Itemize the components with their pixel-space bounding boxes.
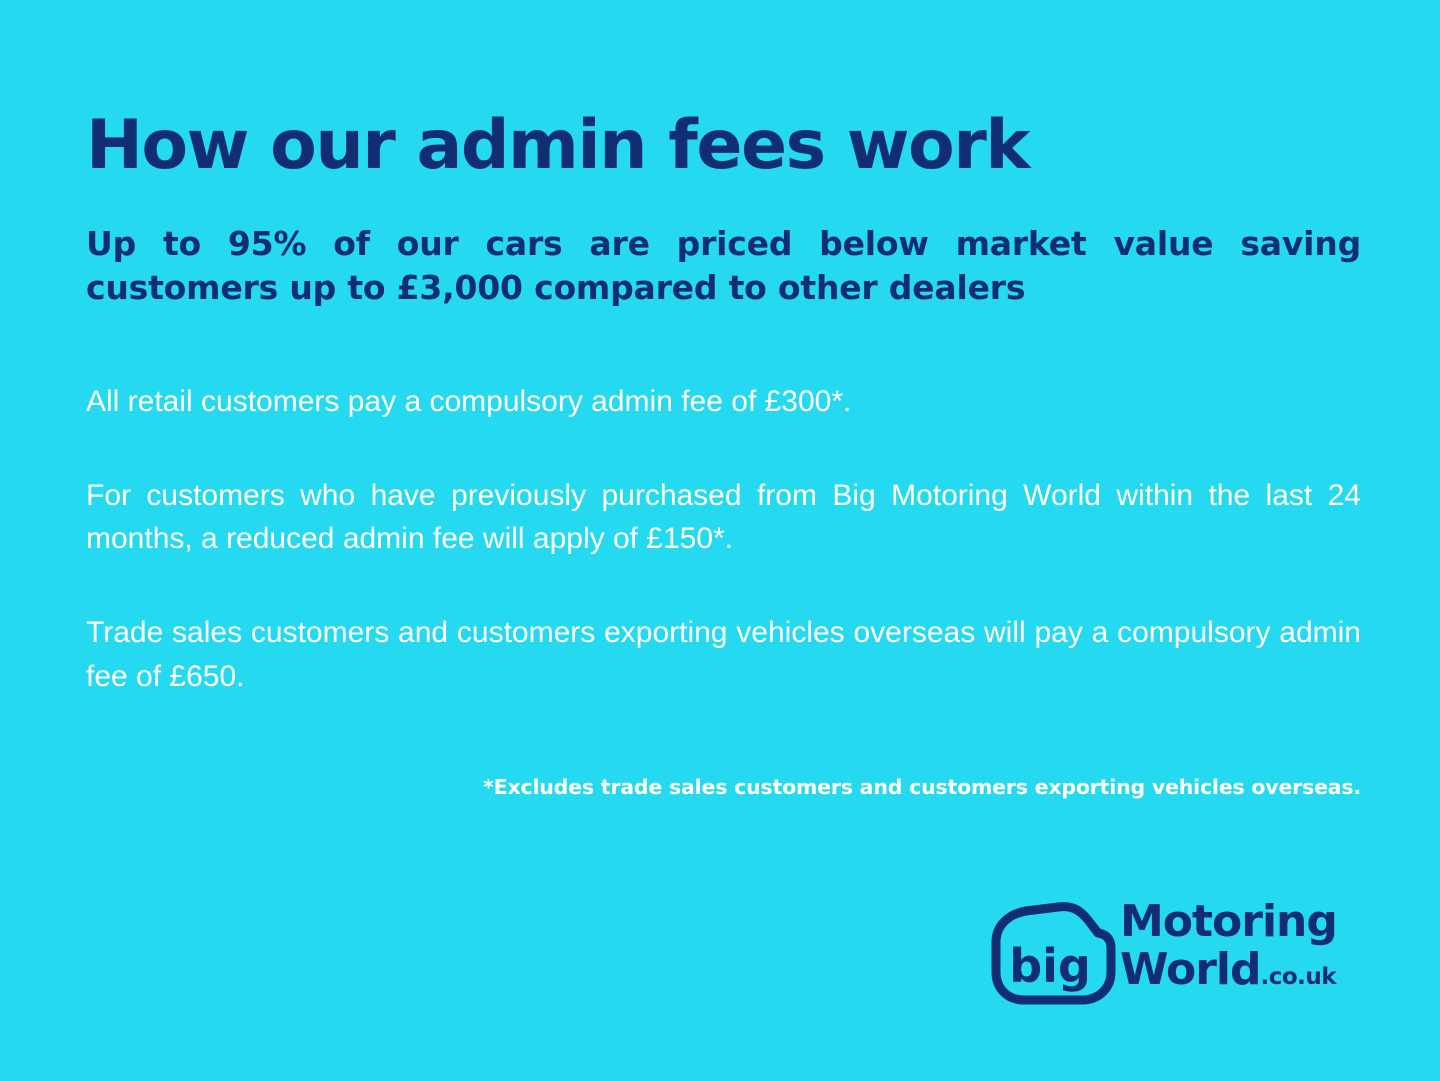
- content-column: [86, 0, 1362, 799]
- subheadline: Up to 95% of our cars are priced below market value saving customers up to £3,000 compared to other dealers: [86, 224, 1361, 307]
- brand-logo: [980, 896, 1370, 1016]
- brand-line-2: World: [1120, 943, 1261, 995]
- paragraph-returning-customer-fee: For customers who have previously purchased from Big Motoring World within the last 24 months, a reduced admin fee will apply of £150*.: [86, 478, 1361, 556]
- brand-line-1: Motoring: [1120, 896, 1337, 947]
- brand-wordmark: [1120, 898, 1337, 993]
- paragraph-trade-export-fee: Trade sales customers and customers exporting vehicles overseas will pay a compulsory admin fee of £650.: [86, 616, 1361, 693]
- paragraph-retail-fee: All retail customers pay a compulsory admin fee of £300*.: [86, 384, 852, 418]
- svg-text:big: big: [1009, 939, 1091, 993]
- brand-domain: .co.uk: [1260, 963, 1337, 990]
- big-car-icon: [980, 896, 1120, 1016]
- footnote-disclaimer: *Excludes trade sales customers and customers exporting vehicles overseas.: [483, 774, 1361, 799]
- page-title: How our admin fees work: [86, 106, 1030, 185]
